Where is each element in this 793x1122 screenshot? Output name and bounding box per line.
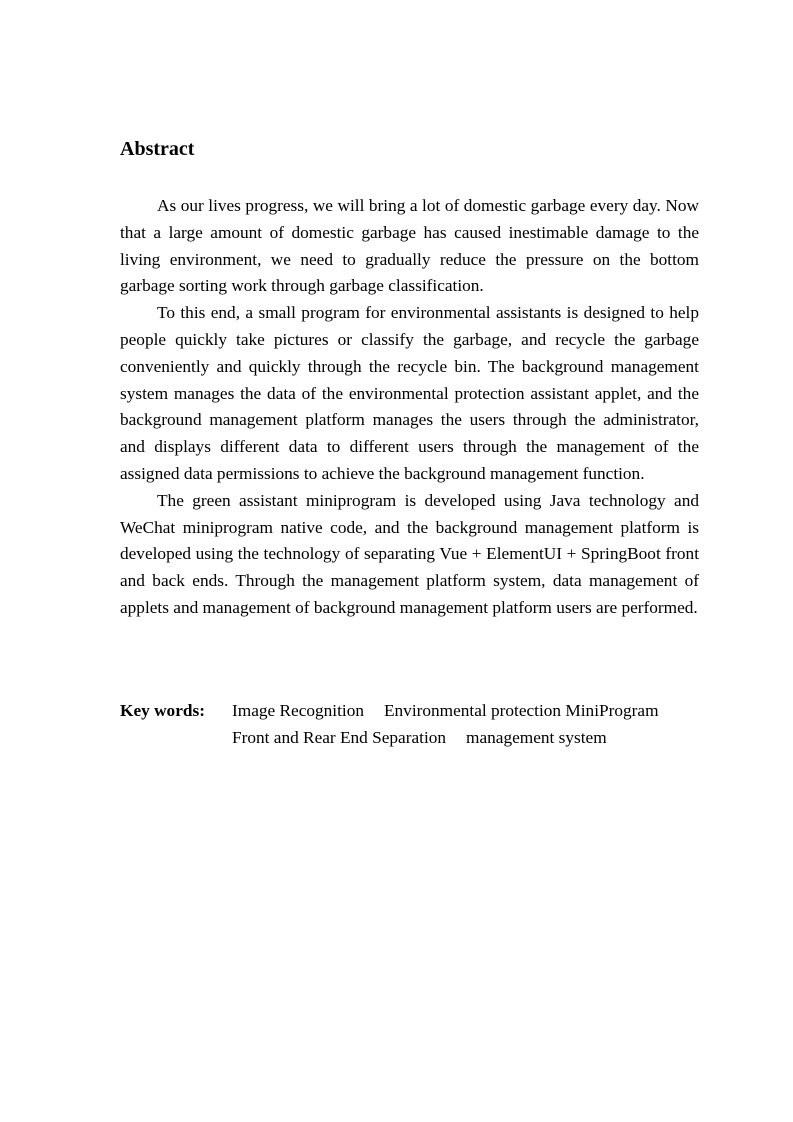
keywords-label: Key words: bbox=[120, 701, 205, 720]
abstract-paragraph-1: As our lives progress, we will bring a lot of domestic garbage every day. Now that a large amount of domestic garbage has caused inestimable damage to the living environment, we need to gradually reduce the pressure on the bottom garbage sorting work through garbage classification. bbox=[120, 196, 699, 296]
keywords-line-1 bbox=[232, 698, 712, 725]
keyword-item: Image Recognition bbox=[232, 701, 364, 720]
keyword-item: Front and Rear End Separation bbox=[232, 727, 447, 747]
abstract-heading: Abstract bbox=[120, 138, 195, 160]
keyword-item: Environmental protection MiniProgram bbox=[383, 701, 659, 720]
keyword-item: management system bbox=[466, 727, 607, 747]
abstract-body bbox=[120, 193, 699, 622]
keywords-line-2 bbox=[232, 725, 712, 752]
abstract-paragraph-3: The green assistant miniprogram is developed using Java technology and WeChat miniprogram native code, and the background management platform is developed using the technology of separating Vue + ElementUI + SpringBoot front and back ends. Through the management platform system, data management of applets and management of background management platform users are performed. bbox=[120, 490, 699, 617]
abstract-paragraph-2: To this end, a small program for environmental assistants is designed to help people quickly take pictures or classify the garbage, and recycle the garbage conveniently and quickly through the recycle bin. The background management system manages the data of the environmental protection assistant applet, and the background management platform manages the users through the administrator, and displays different data to different users through the management of the assigned data permissions to achieve the background management function. bbox=[120, 303, 699, 483]
keywords-list bbox=[232, 698, 712, 752]
